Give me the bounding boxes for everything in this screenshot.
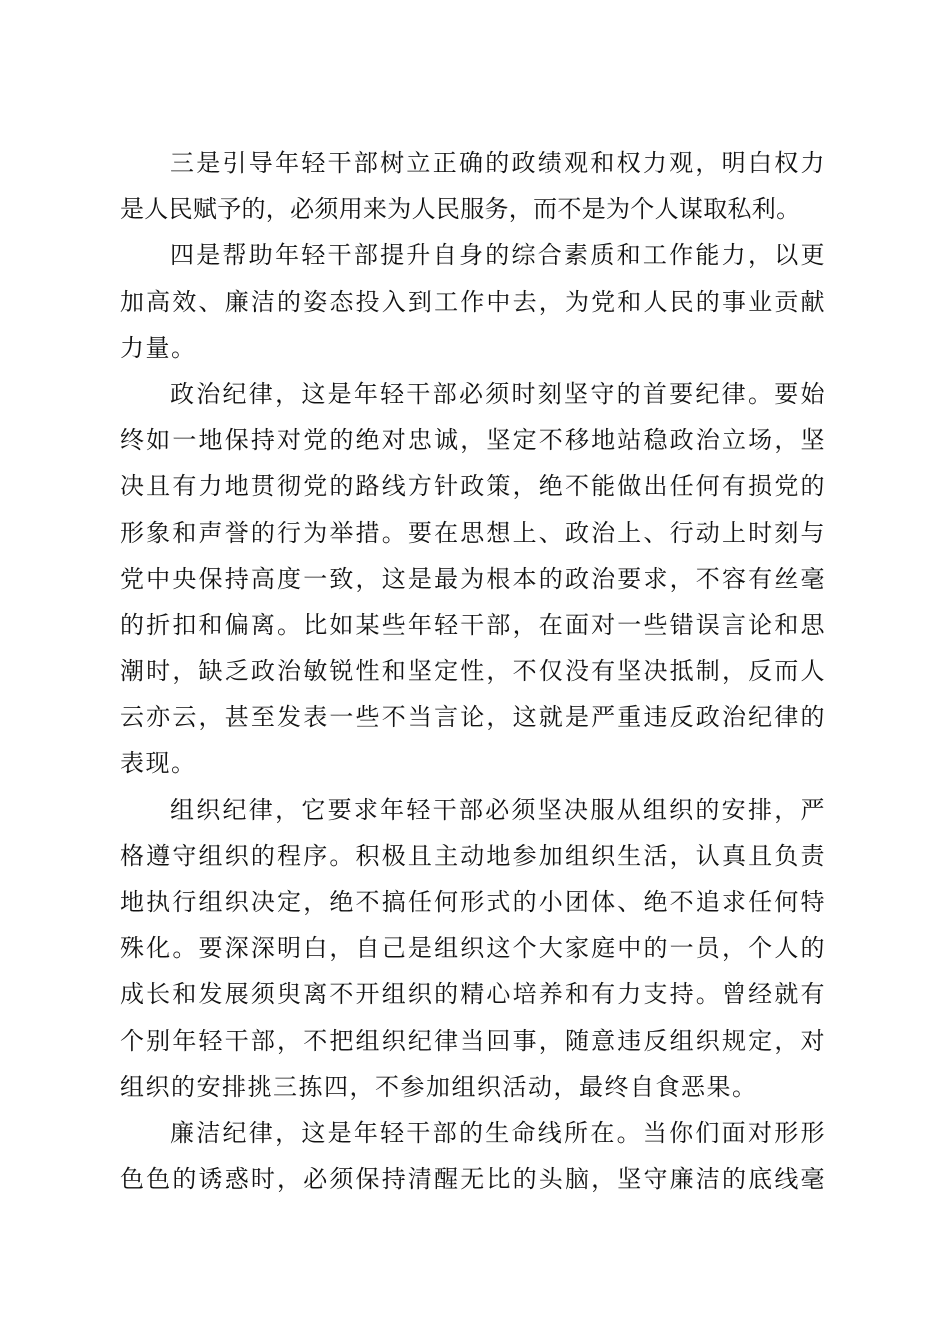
text-line: 终如一地保持对党的绝对忠诚，坚定不移地站稳政治立场，坚: [120, 426, 826, 455]
text-line: 成长和发展须臾离不开组织的精心培养和有力支持。曾经就有: [120, 980, 826, 1009]
text-line: 地执行组织决定，绝不搞任何形式的小团体、绝不追求任何特: [120, 888, 826, 916]
text-line: 潮时，缺乏政治敏锐性和坚定性，不仅没有坚决抵制，反而人: [120, 657, 826, 686]
text-line: 形象和声誉的行为举措。要在思想上、政治上、行动上时刻与: [120, 518, 826, 547]
document-body: [120, 140, 826, 1202]
paragraph: [120, 140, 826, 232]
text-line: 力量。: [120, 333, 197, 362]
text-line: 四是帮助年轻干部提升自身的综合素质和工作能力，以更: [170, 241, 826, 270]
text-line: 加高效、廉洁的姿态投入到工作中去，为党和人民的事业贡献: [120, 287, 826, 316]
text-line: 格遵守组织的程序。积极且主动地参加组织生活，认真且负责: [120, 841, 826, 870]
text-line: 个别年轻干部，不把组织纪律当回事，随意违反组织规定，对: [120, 1026, 826, 1055]
paragraph: [120, 232, 826, 371]
paragraph: [120, 371, 826, 787]
text-line: 决且有力地贯彻党的路线方针政策，绝不能做出任何有损党的: [120, 472, 826, 501]
text-line: 党中央保持高度一致，这是最为根本的政治要求，不容有丝毫: [120, 564, 826, 593]
text-line: 组织的安排挑三拣四，不参加组织活动，最终自食恶果。: [120, 1072, 758, 1101]
text-line: 廉洁纪律，这是年轻干部的生命线所在。当你们面对形形: [170, 1118, 826, 1147]
text-line: 色色的诱惑时，必须保持清醒无比的头脑，坚守廉洁的底线毫: [120, 1165, 826, 1194]
text-line: 殊化。要深深明白，自己是组织这个大家庭中的一员，个人的: [120, 934, 826, 963]
text-line: 表现。: [120, 749, 197, 778]
text-line: 组织纪律，它要求年轻干部必须坚决服从组织的安排，严: [170, 795, 826, 824]
paragraph: [120, 1110, 826, 1202]
text-line: 政治纪律，这是年轻干部必须时刻坚守的首要纪律。要始: [170, 379, 826, 408]
paragraph: [120, 787, 826, 1110]
text-line: 三是引导年轻干部树立正确的政绩观和权力观，明白权力: [170, 149, 826, 177]
text-line: 是人民赋予的，必须用来为人民服务，而不是为个人谋取私利。: [120, 195, 801, 224]
text-line: 的折扣和偏离。比如某些年轻干部，在面对一些错误言论和思: [120, 610, 826, 639]
text-line: 云亦云，甚至发表一些不当言论，这就是严重违反政治纪律的: [120, 703, 826, 732]
